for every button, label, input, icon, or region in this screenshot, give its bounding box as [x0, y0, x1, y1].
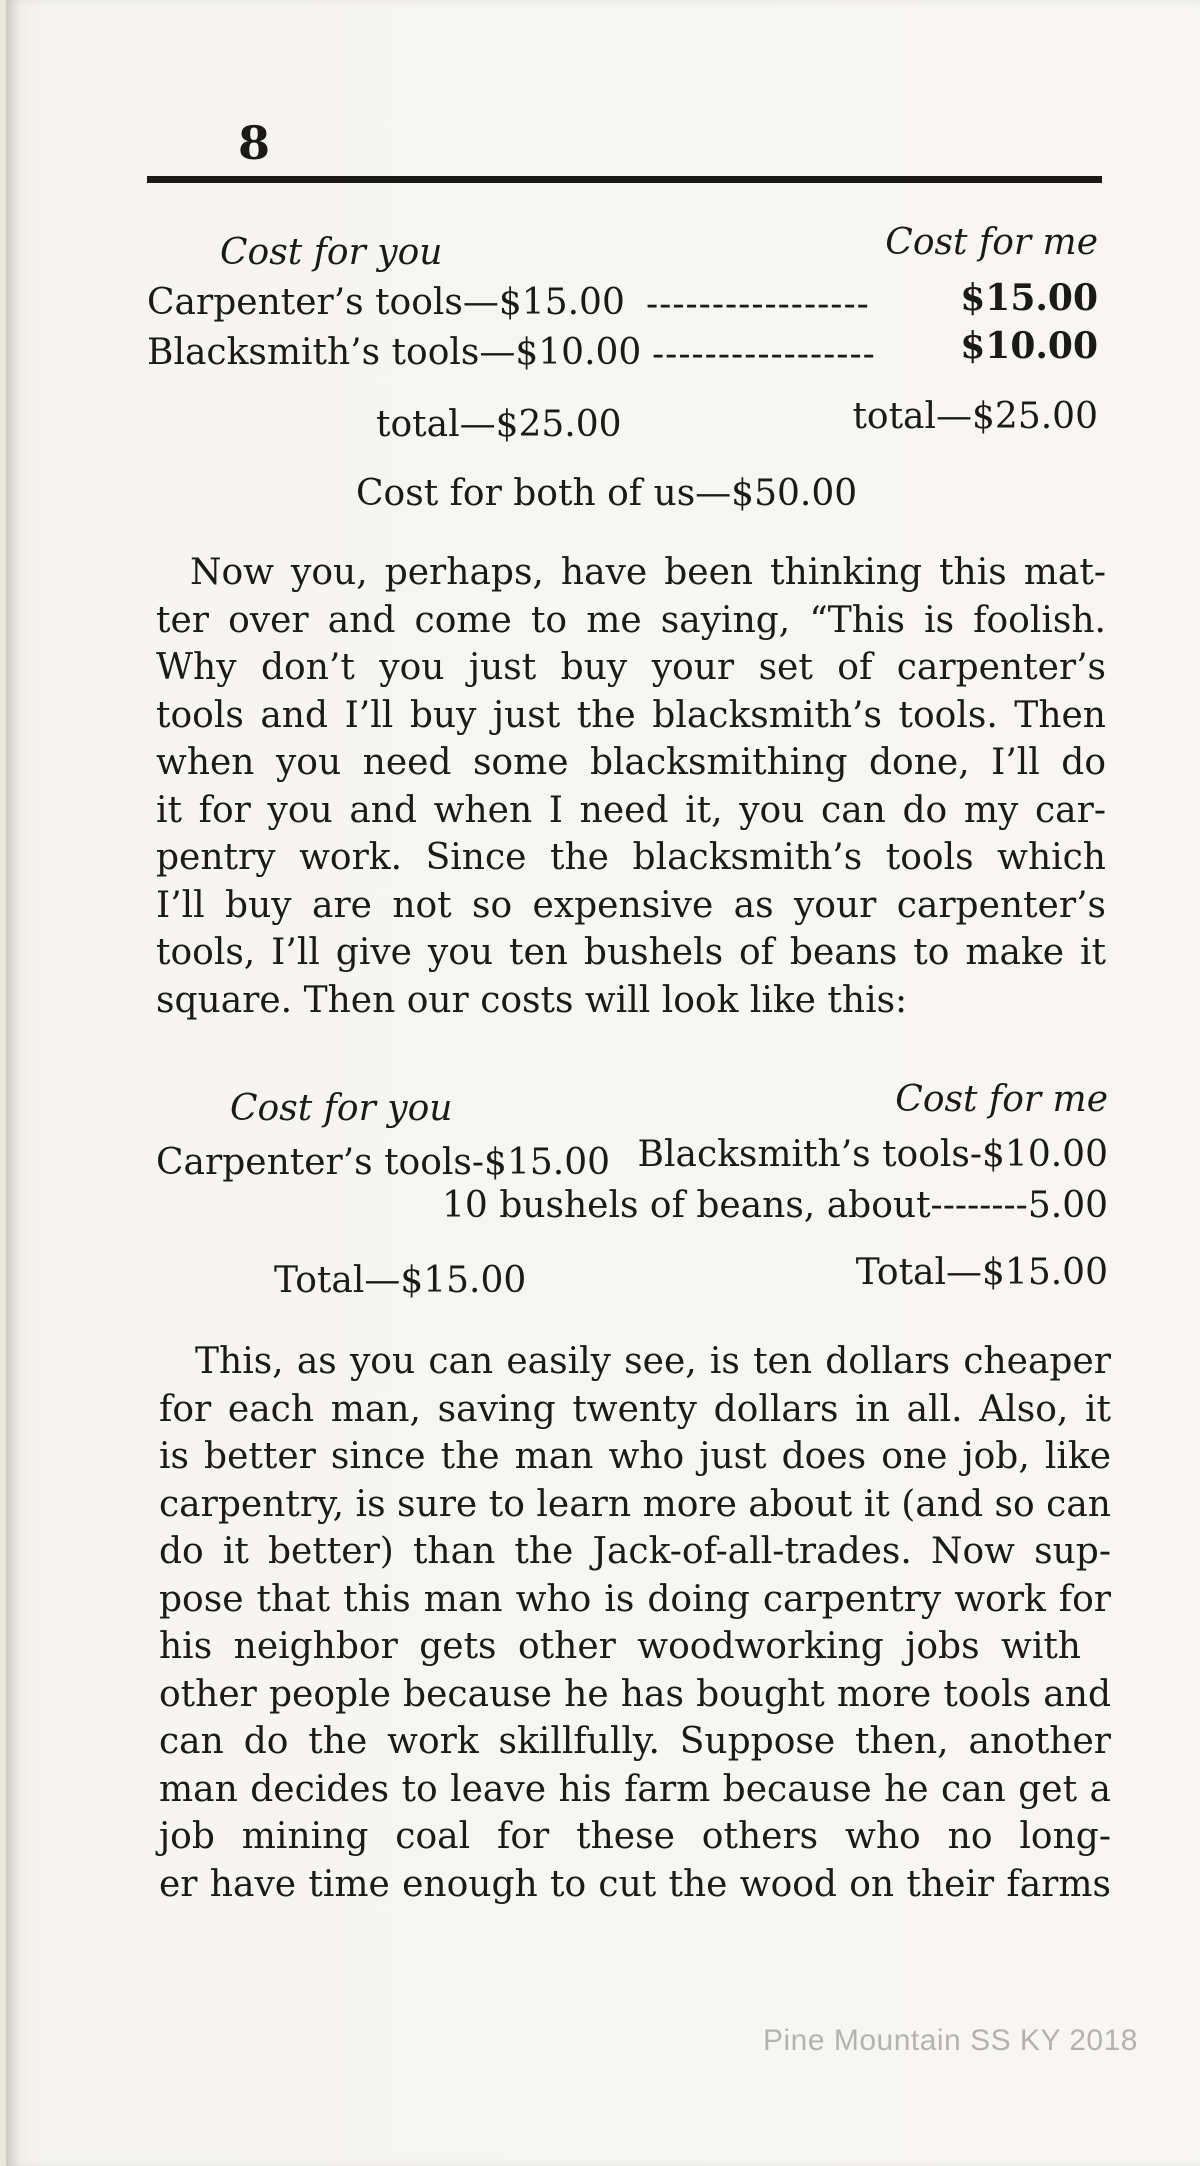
paragraph-2-line: for each man, saving twenty dollars in all. Also, it — [159, 1388, 1111, 1430]
paragraph-1-line: tools, I’ll give you ten bushels of beans to make it — [156, 932, 1106, 973]
table2-header-right: Cost for me — [895, 1079, 1108, 1120]
paragraph-2-line: man decides to leave his farm because he can get a — [159, 1768, 1111, 1810]
page-number: 8 — [238, 116, 271, 170]
paragraph-2-line: carpentry, is sure to learn more about it (and so can — [159, 1483, 1111, 1525]
table1-row1-left: Carpenter’s tools—$15.00 — [147, 282, 625, 323]
table2-row1-right: Blacksmith’s tools-$10.00 — [637, 1134, 1108, 1175]
table1-row2-leader: ----------------- — [652, 334, 876, 375]
header-rule — [147, 176, 1102, 183]
table1-row2-right: $10.00 — [960, 325, 1098, 367]
paragraph-2-line: other people because he has bought more tools and — [159, 1673, 1111, 1715]
table1-header-left: Cost for you — [220, 232, 443, 273]
table1-row1-leader: ----------------- — [646, 284, 870, 325]
table2-row2: 10 bushels of beans, about--------5.00 — [442, 1185, 1108, 1226]
table2-header-left: Cost for you — [230, 1088, 453, 1129]
paragraph-1-line: Now you, perhaps, have been thinking this mat- — [190, 552, 1106, 593]
table1-total-right: total—$25.00 — [852, 396, 1098, 437]
table1-header-right: Cost for me — [885, 222, 1098, 263]
paragraph-1-line: it for you and when I need it, you can do my car- — [156, 789, 1106, 831]
paragraph-1-line: I’ll buy are not so expensive as your carpenter’s — [156, 884, 1106, 926]
paragraph-1-line: pentry work. Since the blacksmith’s tools which — [156, 837, 1106, 878]
paragraph-1-line: tools and I’ll buy just the blacksmith’s tools. Then — [156, 694, 1106, 736]
table1-total-left: total—$25.00 — [376, 404, 622, 445]
paragraph-1-line: Why don’t you just buy your set of carpenter’s — [156, 647, 1106, 688]
paragraph-2-line: do it better) than the Jack-of-all-trades. Now sup- — [159, 1531, 1111, 1572]
paragraph-2-line: job mining coal for these others who no long- — [159, 1816, 1111, 1857]
book-page — [6, 0, 1200, 2166]
paragraph-2-line: er have time enough to cut the wood on their farms — [159, 1863, 1111, 1905]
table1-row2-left: Blacksmith’s tools—$10.00 — [147, 332, 642, 373]
paragraph-2-line: is better since the man who just does one job, like — [159, 1436, 1111, 1477]
paragraph-2 — [159, 1338, 1111, 1908]
paragraph-1-line: square. Then our costs will look like this: — [156, 979, 908, 1021]
paragraph-2-line: This, as you can easily see, is ten dollars cheaper — [195, 1341, 1111, 1382]
scan-watermark: Pine Mountain SS KY 2018 — [762, 2024, 1138, 2057]
paragraph-1 — [156, 549, 1106, 1024]
table2-total-right: Total—$15.00 — [855, 1252, 1108, 1293]
paragraph-2-line: can do the work skillfully. Suppose then, another — [159, 1721, 1111, 1762]
table2-row1-left: Carpenter’s tools-$15.00 — [156, 1142, 611, 1183]
table1-combined-cost: Cost for both of us—$50.00 — [356, 473, 858, 514]
paragraph-2-line: his neighbor gets other woodworking jobs with — [159, 1626, 1081, 1667]
paragraph-1-line: when you need some blacksmithing done, I’ll do — [156, 742, 1106, 783]
table2-total-left: Total—$15.00 — [274, 1260, 527, 1301]
paragraph-2-line: pose that this man who is doing carpentry work for — [159, 1578, 1111, 1620]
paragraph-1-line: ter over and come to me saying, “This is foolish. — [156, 599, 1106, 641]
table1-row1-right: $15.00 — [960, 277, 1098, 319]
